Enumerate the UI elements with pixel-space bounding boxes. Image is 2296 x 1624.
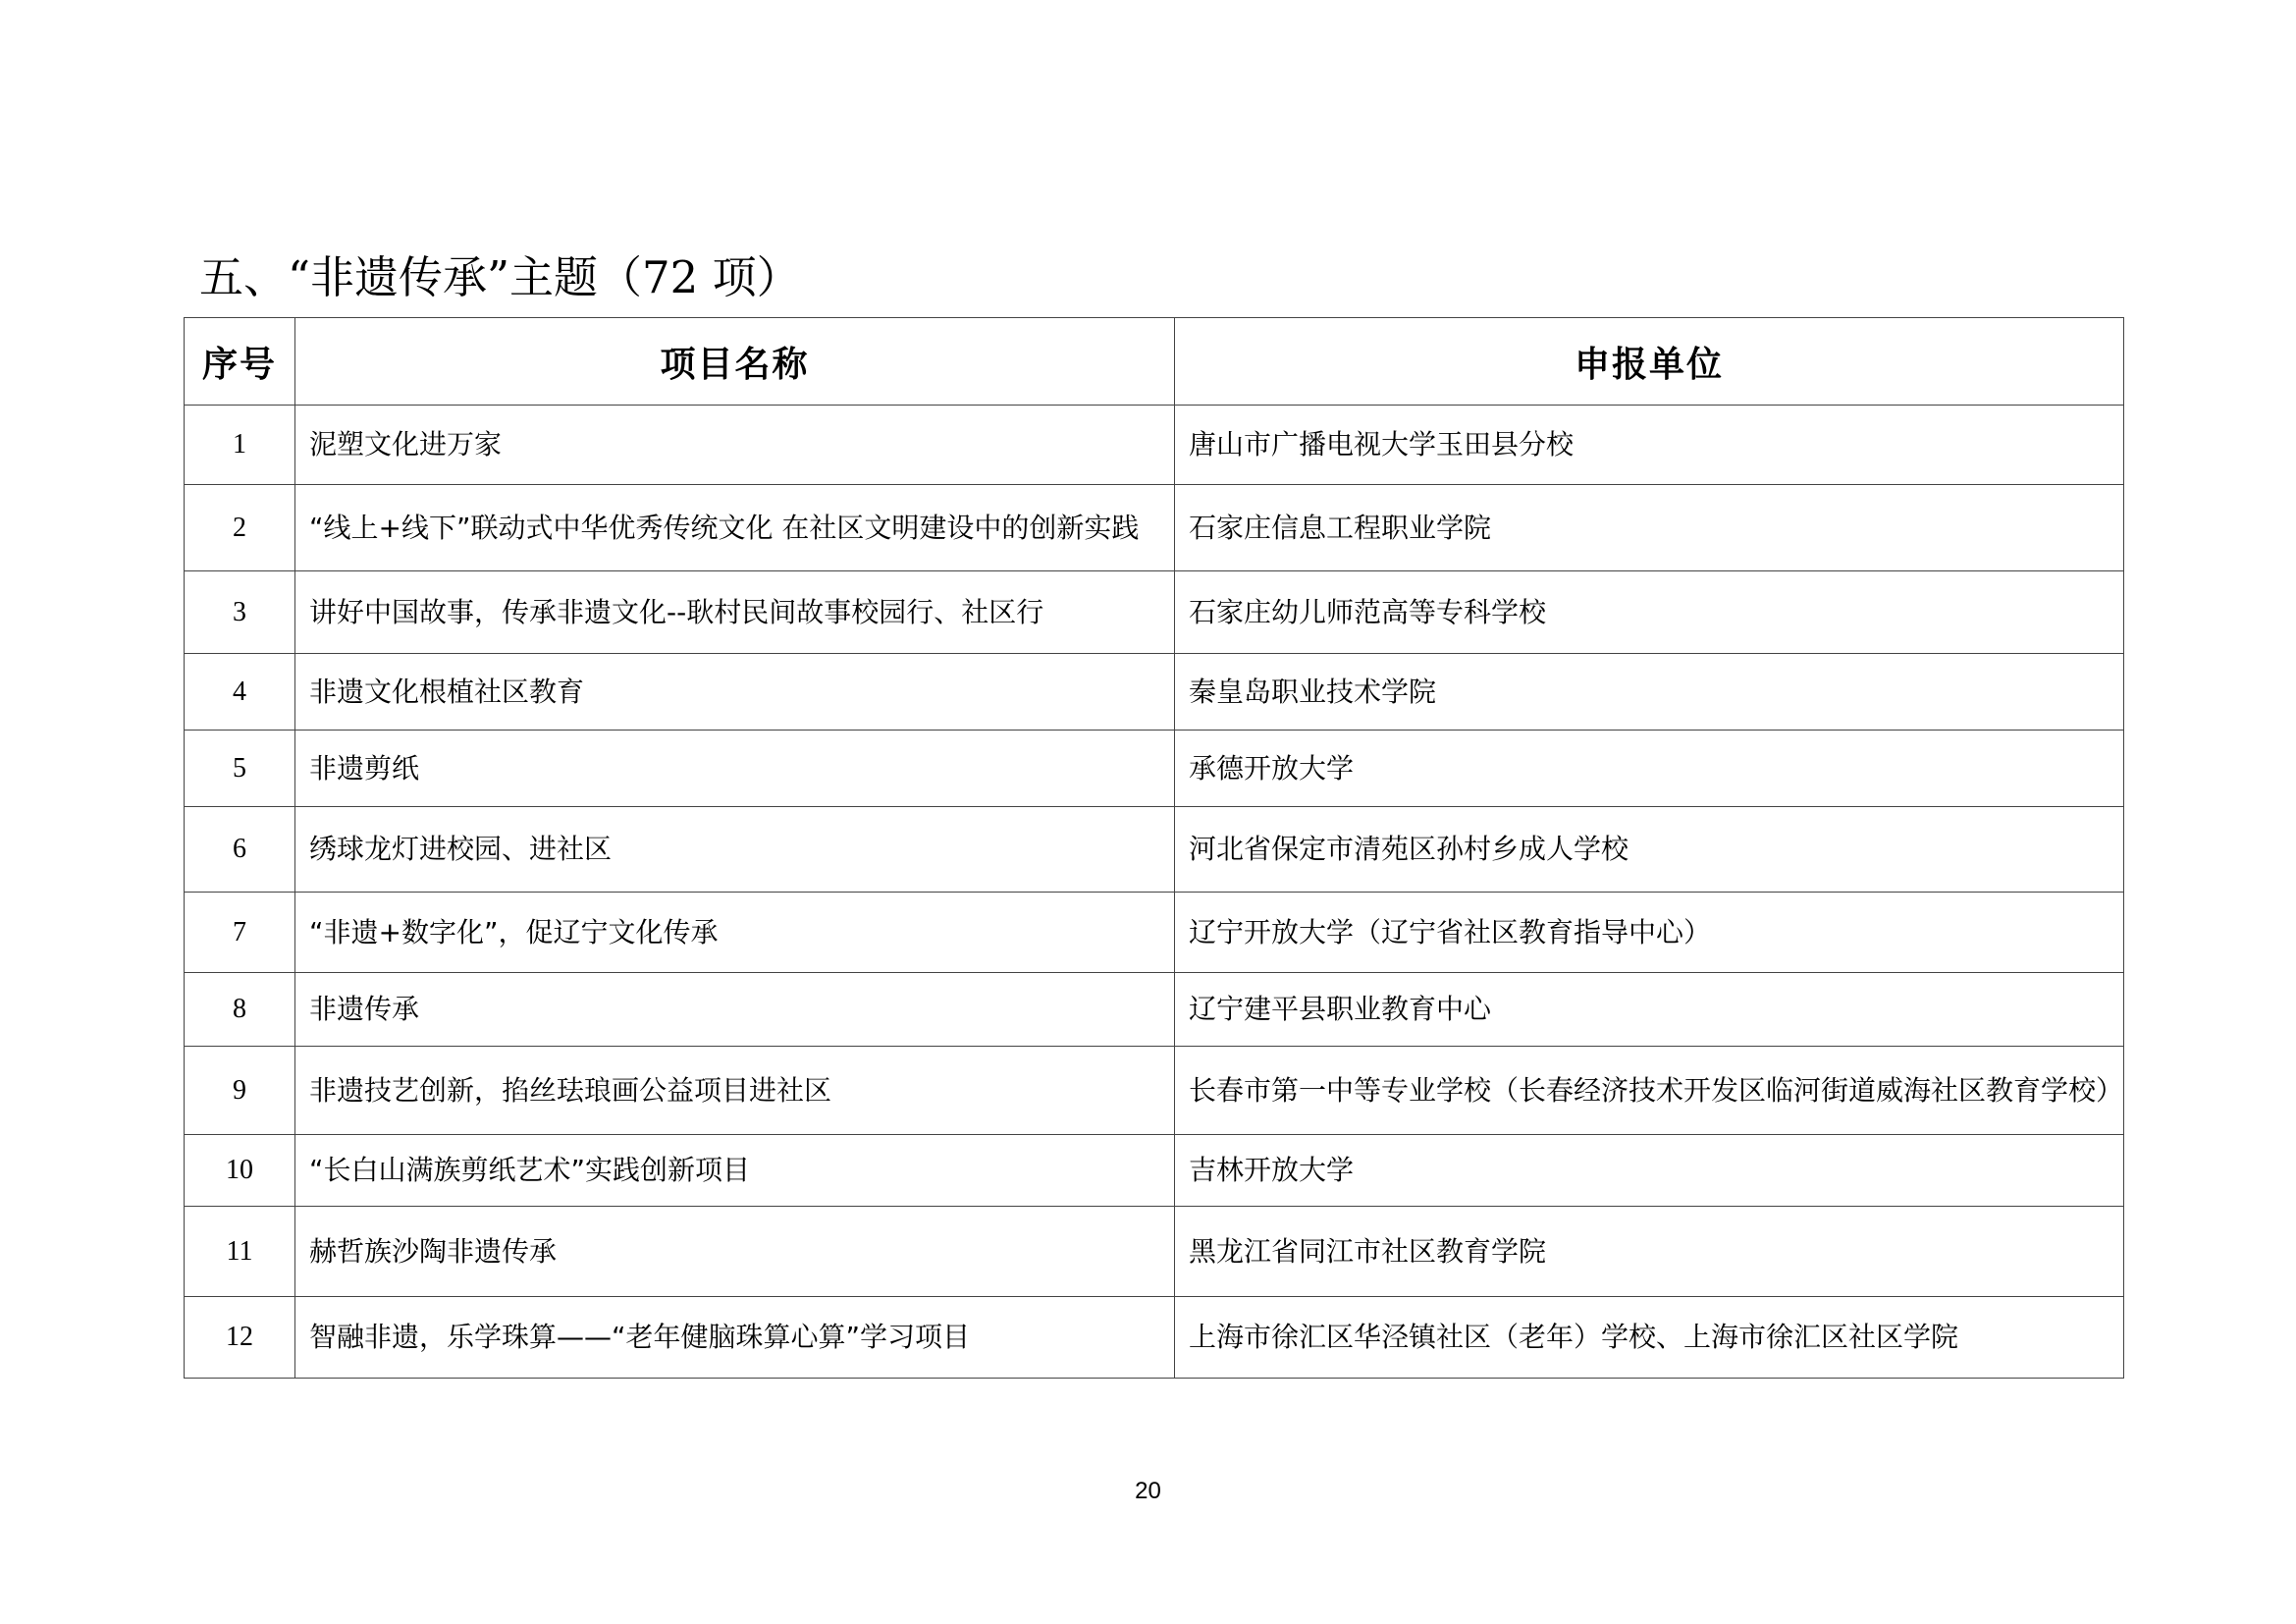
- row-seq: 8: [185, 973, 295, 1047]
- row-applicant-unit: 黑龙江省同江市社区教育学院: [1175, 1207, 2124, 1297]
- header-project-name: 项目名称: [295, 318, 1175, 406]
- row-applicant-unit: 承德开放大学: [1175, 731, 2124, 807]
- row-applicant-unit: 石家庄幼儿师范高等专科学校: [1175, 571, 2124, 654]
- section-title: 五、“非遗传承”主题（72 项）: [199, 251, 801, 303]
- table-row: [185, 973, 2124, 1047]
- table-header-row: [185, 318, 2124, 406]
- row-project-name: 非遗文化根植社区教育: [295, 654, 1175, 731]
- row-applicant-unit: 上海市徐汇区华泾镇社区（老年）学校、上海市徐汇区社区学院: [1175, 1297, 2124, 1379]
- row-project-name: “长白山满族剪纸艺术”实践创新项目: [295, 1135, 1175, 1207]
- table-row: [185, 406, 2124, 485]
- row-project-name: 非遗技艺创新，掐丝珐琅画公益项目进社区: [295, 1047, 1175, 1135]
- row-applicant-unit: 河北省保定市清苑区孙村乡成人学校: [1175, 807, 2124, 893]
- table-row: [185, 654, 2124, 731]
- header-seq: 序号: [185, 318, 295, 406]
- row-applicant-unit: 辽宁建平县职业教育中心: [1175, 973, 2124, 1047]
- row-seq: 10: [185, 1135, 295, 1207]
- row-seq: 2: [185, 485, 295, 571]
- table-row: [185, 1297, 2124, 1379]
- row-seq: 11: [185, 1207, 295, 1297]
- table-row: [185, 731, 2124, 807]
- row-project-name: “非遗+数字化”，促辽宁文化传承: [295, 893, 1175, 973]
- row-seq: 5: [185, 731, 295, 807]
- table-row: [185, 807, 2124, 893]
- row-applicant-unit: 石家庄信息工程职业学院: [1175, 485, 2124, 571]
- row-applicant-unit: 唐山市广播电视大学玉田县分校: [1175, 406, 2124, 485]
- row-applicant-unit: 吉林开放大学: [1175, 1135, 2124, 1207]
- row-project-name: 智融非遗，乐学珠算——“老年健脑珠算心算”学习项目: [295, 1297, 1175, 1379]
- table-row: [185, 1047, 2124, 1135]
- project-table: [184, 317, 2124, 1379]
- row-project-name: 绣球龙灯进校园、进社区: [295, 807, 1175, 893]
- row-seq: 4: [185, 654, 295, 731]
- header-applicant-unit: 申报单位: [1175, 318, 2124, 406]
- page-number: 20: [1135, 1478, 1161, 1504]
- row-applicant-unit: 长春市第一中等专业学校（长春经济技术开发区临河街道威海社区教育学校）: [1175, 1047, 2124, 1135]
- table-row: [185, 485, 2124, 571]
- row-seq: 7: [185, 893, 295, 973]
- row-seq: 12: [185, 1297, 295, 1379]
- row-seq: 3: [185, 571, 295, 654]
- table-row: [185, 1207, 2124, 1297]
- row-project-name: 赫哲族沙陶非遗传承: [295, 1207, 1175, 1297]
- row-applicant-unit: 辽宁开放大学（辽宁省社区教育指导中心）: [1175, 893, 2124, 973]
- row-applicant-unit: 秦皇岛职业技术学院: [1175, 654, 2124, 731]
- row-project-name: 泥塑文化进万家: [295, 406, 1175, 485]
- row-project-name: 非遗剪纸: [295, 731, 1175, 807]
- row-project-name: 讲好中国故事，传承非遗文化--耿村民间故事校园行、社区行: [295, 571, 1175, 654]
- row-project-name: “线上+线下”联动式中华优秀传统文化 在社区文明建设中的创新实践: [295, 485, 1175, 571]
- row-project-name: 非遗传承: [295, 973, 1175, 1047]
- row-seq: 1: [185, 406, 295, 485]
- row-seq: 9: [185, 1047, 295, 1135]
- table-row: [185, 893, 2124, 973]
- row-seq: 6: [185, 807, 295, 893]
- table-row: [185, 571, 2124, 654]
- table-row: [185, 1135, 2124, 1207]
